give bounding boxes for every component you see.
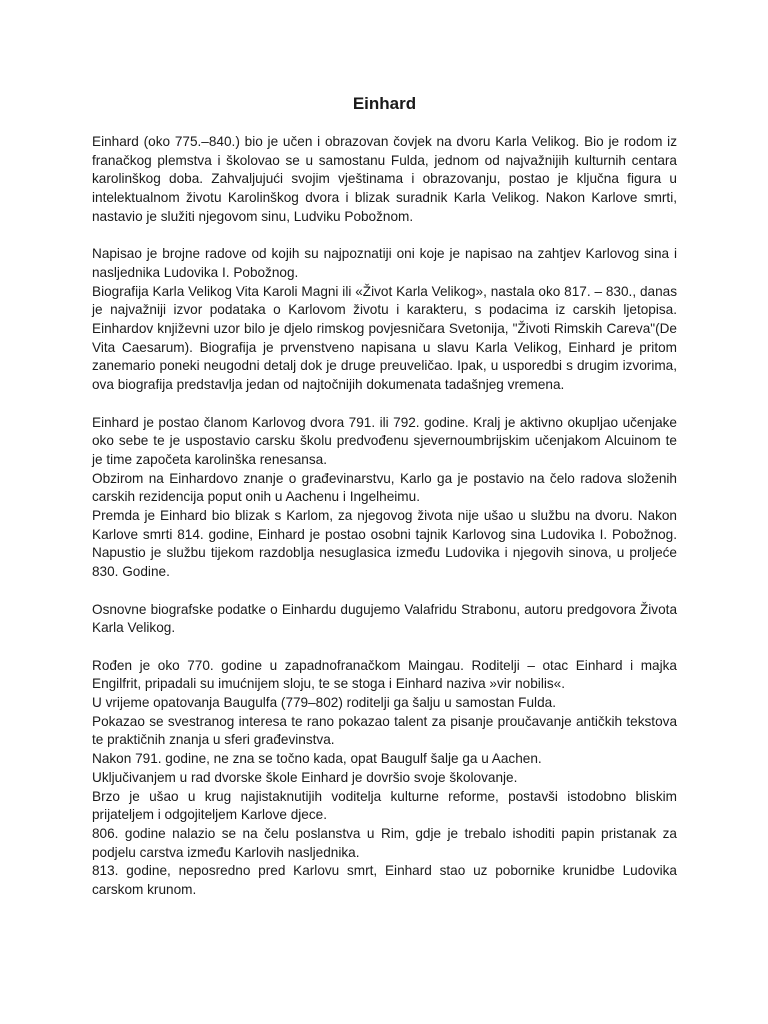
document-body [92,133,677,900]
paragraph-gap [92,582,677,601]
paragraph: 806. godine nalazio se na čelu poslanstva u Rim, gdje je trebalo ishoditi papin pristanak za podjelu carstva između Karlovih nasljednika. [92,825,677,860]
paragraph: Einhard je postao članom Karlovog dvora 791. ili 792. godine. Kralj je aktivno okupljao učenjake oko sebe te je uspostavio carsku školu predvođenu sjevernoumbrijskim učenjakom Alcuinom te je time započeta karolinška renesansa. [92,414,677,467]
paragraph: Napisao je brojne radove od kojih su najpoznatiji oni koje je napisao na zahtjev Karlovog sina i nasljednika Ludovika I. Pobožnog. [92,246,677,280]
paragraph: Osnovne biografske podatke o Einhardu dugujemo Valafridu Strabonu, autoru predgovora Života Karla Velikog. [92,601,677,636]
paragraph: 813. godine, neposredno pred Karlovu smrt, Einhard stao uz pobornike krunidbe Ludovika carskom krunom. [92,863,677,898]
paragraph: Einhard (oko 775.–840.) bio je učen i obrazovan čovjek na dvoru Karla Velikog. Bio je rodom iz franačkog plemstva i školovao se u samostanu Fulda, jednom od najvažnijih kulturnih centara karolinškog doba. Zahvaljujući svojim vještinama i obrazovanju, postao je ključna figura u intelektualnom životu Karolinškog dvora i blizak suradnik Karla Velikog. Nakon Karlove smrti, nastavio je služiti njegovom sinu, Ludviku Pobožnom. [92,134,677,224]
paragraph: Brzo je ušao u krug najistaknutijih voditelja kulturne reforme, postavši istodobno bliskim prijateljem i odgojiteljem Karlove djece. [92,788,677,823]
paragraph: U vrijeme opatovanja Baugulfa (779–802) roditelji ga šalju u samostan Fulda. [92,695,556,711]
paragraph-gap [92,395,677,414]
paragraph: Nakon 791. godine, ne zna se točno kada, opat Baugulf šalje ga u Aachen. [92,751,542,767]
paragraph-gap [92,638,677,657]
page-title: Einhard [352,94,417,113]
paragraph: Premda je Einhard bio blizak s Karlom, za njegovog života nije ušao u službu na dvoru. Nakon Karlove smrti 814. godine, Einhard je postao osobni tajnik Karlovog sina Ludovika I. Pobožnog. Napustio je službu tijekom razdoblja nesuglasica između Ludovika i njegovih sinova, u proljeće 830. Godine. [92,508,677,580]
paragraph-gap [92,227,677,246]
paragraph: Obzirom na Einhardovo znanje o građevinarstvu, Karlo ga je postavio na čelo radova složenih carskih rezidencija poput onih u Aachenu i Ingelheimu. [92,470,677,505]
paragraph: Uključivanjem u rad dvorske škole Einhard je dovršio svoje školovanje. [92,769,518,785]
paragraph: Rođen je oko 770. godine u zapadnofranačkom Maingau. Roditelji – otac Einhard i majka Engilfrit, pripadali su imućnijem sloju, te se stoga i Einhard naziva »vir nobilis«. [92,657,677,692]
paragraph: Biografija Karla Velikog Vita Karoli Magni ili «Život Karla Velikog», nastala oko 817. – 830., danas je najvažniji izvor podataka o Karlovom životu i karakteru, s podacima iz carskih ljetopisa. Einhardov književni uzor bilo je djelo rimskog povjesničara Svetonija, "Životi Rimskih Careva"(De Vita Caesarum). Biografija je prvenstveno napisana u slavu Karla Velikog, Einhard je pritom zanemario poneki neugodni detalj dok je druge preuveličao. Ipak, u usporedbi s drugim izvorima, ova biografija predstavlja jedan od najtočnijih dokumenata tadašnjeg vremena. [92,283,677,393]
paragraph: Pokazao se svestranog interesa te rano pokazao talent za pisanje proučavanje antičkih tekstova te praktičnih znanja u sferi građevinstva. [92,713,677,748]
